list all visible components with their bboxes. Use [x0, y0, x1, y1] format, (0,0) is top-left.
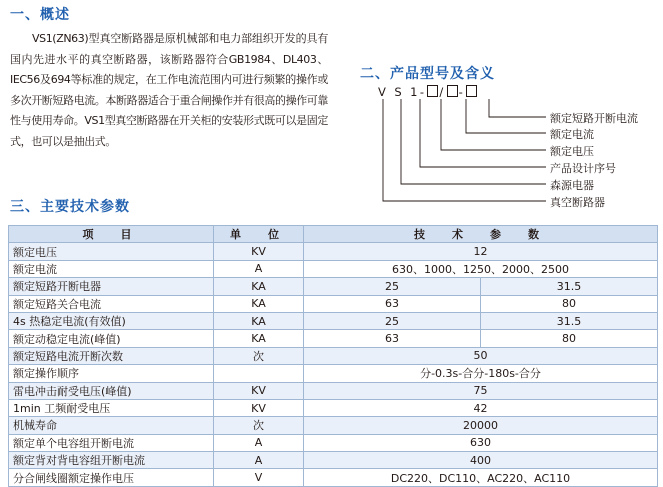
legend-vacuum-breaker: 真空断路器 — [550, 196, 605, 209]
table-row — [9, 347, 658, 364]
row-value-b: 31.5 — [481, 312, 658, 329]
table-row — [9, 365, 658, 382]
legend-rated-current: 额定电流 — [550, 128, 594, 141]
row-value: 630 — [304, 434, 658, 451]
model-title: 二、产品型号及含义 — [360, 66, 495, 82]
table-row — [9, 260, 658, 277]
legend-design-series: 产品设计序号 — [550, 162, 616, 175]
row-unit: A — [214, 260, 304, 277]
specs-table — [8, 225, 658, 487]
row-value: 12 — [304, 243, 658, 260]
overview-title: 一、概述 — [10, 7, 70, 23]
row-item: 额定短路关合电流 — [9, 295, 214, 312]
row-item: 机械寿命 — [9, 417, 214, 434]
row-unit: KV — [214, 243, 304, 260]
row-unit: KA — [214, 295, 304, 312]
row-item: 额定短路开断电器 — [9, 278, 214, 295]
row-unit: KV — [214, 382, 304, 399]
row-unit: 次 — [214, 417, 304, 434]
overview-text: VS1(ZN63)型真空断路器是原机械部和电力部组织开发的具有国内先进水平的真空断路器，该断路器符合GB1984、DL403、IEC56及694等标准的规定，在工作电流范围内可进行频繁的操作或多次开断短路电流。本断路器适合于重合闸操作并有很高的操作可靠性与使用寿命。VS1型真空断路器在开关柜的安装形式既可以是固定式，也可以是抽出式。 — [10, 32, 328, 148]
row-unit: KA — [214, 278, 304, 295]
row-unit: V — [214, 469, 304, 486]
table-row — [9, 452, 658, 469]
row-item: 4s 热稳定电流(有效值) — [9, 312, 214, 329]
row-item: 额定电流 — [9, 260, 214, 277]
table-row — [9, 295, 658, 312]
leader-voltage — [441, 99, 546, 150]
row-item: 1min 工频耐受电压 — [9, 399, 214, 416]
row-value-a: 25 — [304, 312, 481, 329]
legend-rated-voltage: 额定电压 — [550, 145, 594, 158]
row-value: 42 — [304, 399, 658, 416]
row-unit: KA — [214, 330, 304, 347]
row-value: 20000 — [304, 417, 658, 434]
model-digit-1: 1 — [410, 85, 420, 99]
table-row — [9, 469, 658, 486]
row-value: 分-0.3s-合分-180s-合分 — [304, 365, 658, 382]
row-value-a: 63 — [304, 330, 481, 347]
row-value: 50 — [304, 347, 658, 364]
row-unit: A — [214, 434, 304, 451]
model-letter-v: V — [378, 85, 389, 99]
model-letter-s: S — [394, 85, 405, 99]
row-unit: KV — [214, 399, 304, 416]
row-item: 额定单个电容组开断电流 — [9, 434, 214, 451]
row-value: 400 — [304, 452, 658, 469]
row-unit: A — [214, 452, 304, 469]
leader-brand — [401, 99, 546, 184]
row-item: 雷电冲击耐受电压(峰值) — [9, 382, 214, 399]
table-row — [9, 417, 658, 434]
leader-current — [466, 99, 546, 133]
row-item: 额定操作顺序 — [9, 365, 214, 382]
row-value: 630、1000、1250、2000、2500 — [304, 260, 658, 277]
row-value-a: 63 — [304, 295, 481, 312]
table-header-row — [9, 226, 658, 243]
row-value-b: 80 — [481, 295, 658, 312]
row-item: 额定短路电流开断次数 — [9, 347, 214, 364]
row-unit: 次 — [214, 347, 304, 364]
model-dash-2: - — [458, 85, 466, 99]
legend-brand: 森源电器 — [550, 179, 594, 192]
table-row — [9, 243, 658, 260]
row-item: 额定动稳定电流(峰值) — [9, 330, 214, 347]
legend-breaking-current: 额定短路开断电流 — [550, 112, 638, 125]
row-value: 75 — [304, 382, 658, 399]
row-item: 额定电压 — [9, 243, 214, 260]
row-value-b: 80 — [481, 330, 658, 347]
table-row — [9, 382, 658, 399]
table-row — [9, 434, 658, 451]
table-row — [9, 278, 658, 295]
model-dash: - — [419, 85, 427, 99]
header-unit: 单 位 — [214, 226, 304, 243]
table-row — [9, 399, 658, 416]
table-row — [9, 330, 658, 347]
row-value-b: 31.5 — [481, 278, 658, 295]
table-row — [9, 312, 658, 329]
row-unit — [214, 365, 304, 382]
leader-breaking — [489, 99, 546, 117]
row-item: 额定背对背电容组开断电流 — [9, 452, 214, 469]
row-item: 分合闸线圈额定操作电压 — [9, 469, 214, 486]
specs-title: 三、主要技术参数 — [10, 199, 130, 215]
header-params: 技 术 参 数 — [304, 226, 658, 243]
row-value: DC220、DC110、AC220、AC110 — [304, 469, 658, 486]
model-slash: / — [439, 85, 446, 99]
row-value-a: 25 — [304, 278, 481, 295]
header-item: 项 目 — [9, 226, 214, 243]
row-unit: KA — [214, 312, 304, 329]
